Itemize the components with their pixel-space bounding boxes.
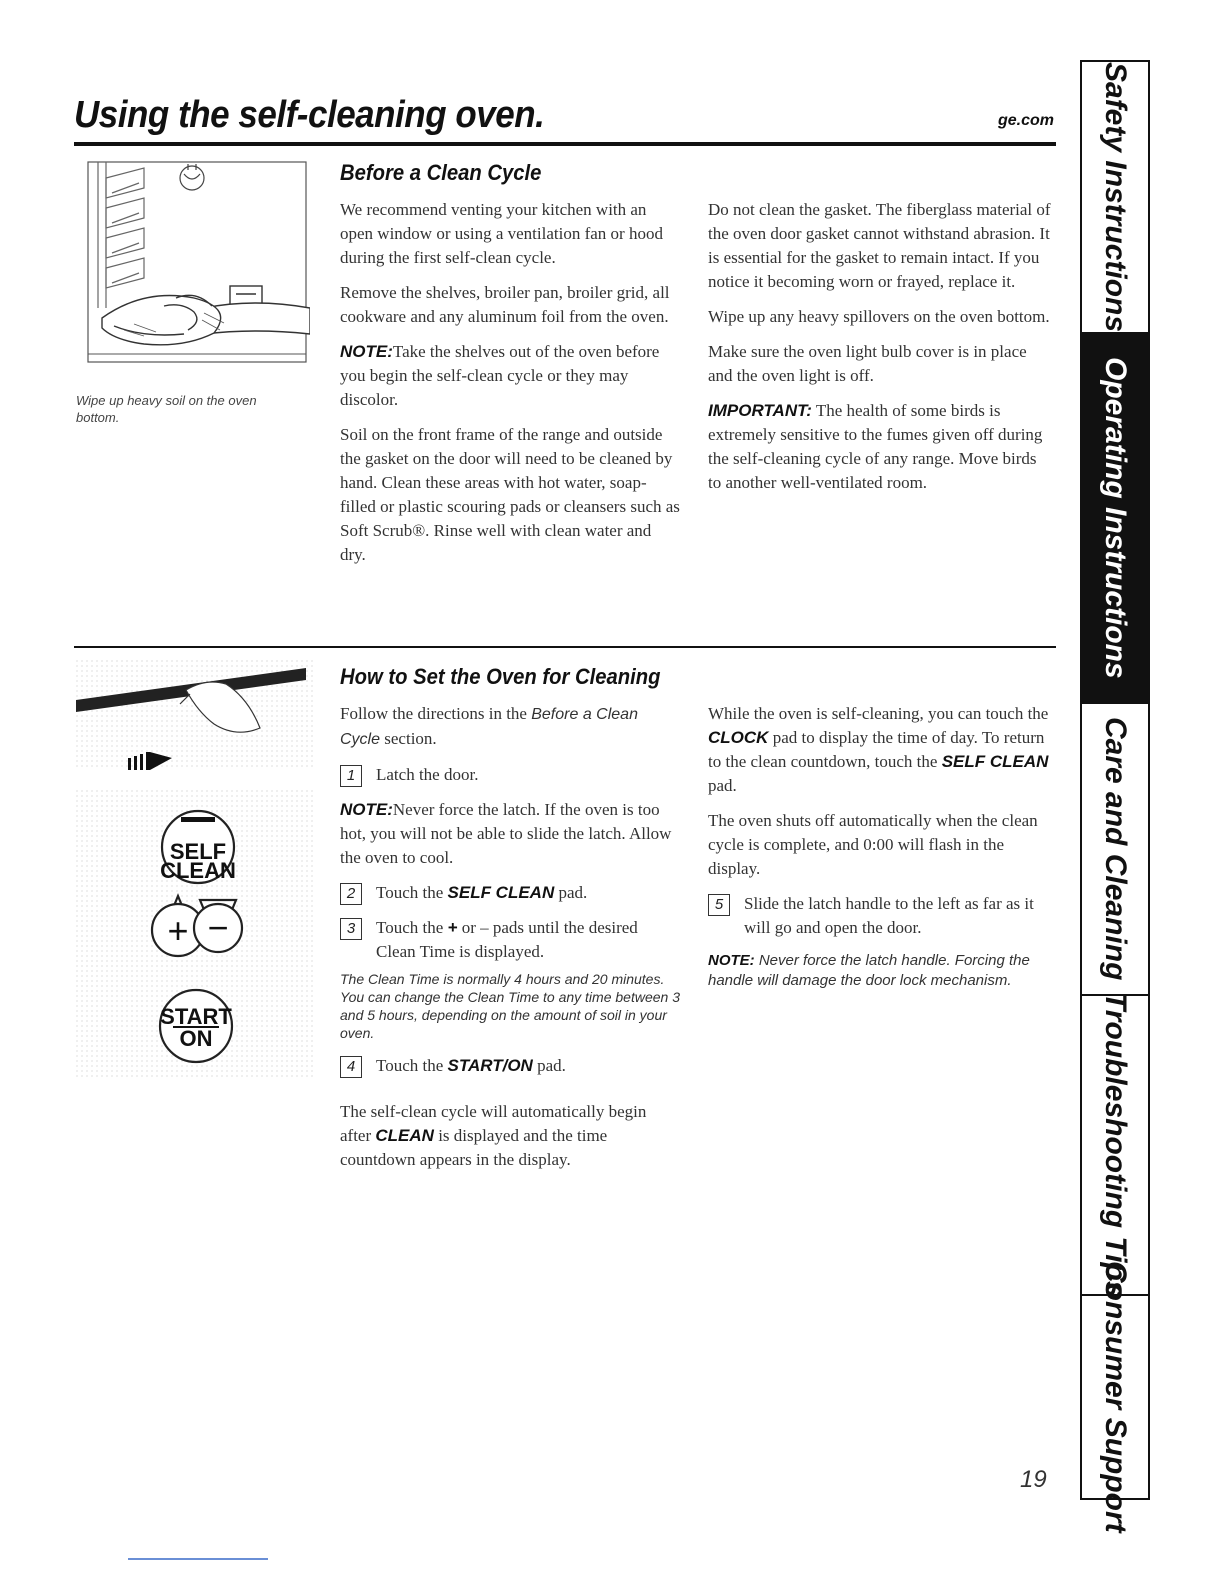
tab-operating-instructions[interactable] bbox=[1082, 334, 1148, 704]
plus-pad-label: + bbox=[167, 910, 189, 951]
section-heading-before-clean: Before a Clean Cycle bbox=[340, 160, 542, 185]
tab-safety-instructions[interactable] bbox=[1082, 62, 1148, 334]
page-title: Using the self-cleaning oven. bbox=[74, 94, 545, 136]
page-number: 19 bbox=[1020, 1466, 1047, 1493]
clock-keyword: CLOCK bbox=[708, 728, 769, 747]
latch-and-pads-image bbox=[76, 660, 316, 1080]
step-text-mid: or – pads until the desired Clean Time is displayed. bbox=[376, 918, 638, 961]
step-2 bbox=[340, 881, 680, 905]
note-paragraph bbox=[708, 951, 1053, 991]
clean-pad-label: CLEAN bbox=[160, 858, 236, 883]
step-text-pre: Touch the bbox=[376, 918, 448, 937]
text-post: pad. bbox=[708, 776, 737, 795]
section-heading-set-oven: How to Set the Oven for Cleaning bbox=[340, 664, 661, 689]
section-tabs bbox=[1080, 60, 1150, 1533]
text-mid: pad to display the time of day. To return to the clean countdown, touch the bbox=[708, 728, 1045, 771]
bottom-link-line bbox=[128, 1558, 268, 1560]
important-paragraph bbox=[708, 399, 1053, 495]
paragraph bbox=[708, 702, 1053, 798]
step-1 bbox=[340, 763, 680, 787]
section-reference: Before a Clean Cycle bbox=[340, 706, 638, 748]
plus-keyword: + bbox=[447, 918, 458, 937]
paragraph: Remove the shelves, broiler pan, broiler grid, all cookware and any aluminum foil from the oven. bbox=[340, 283, 670, 326]
section2-left-column bbox=[340, 702, 680, 1183]
note-text: Take the shelves out of the oven before you begin the self-clean cycle or they may discolor. bbox=[340, 342, 660, 409]
closing-text-pre: The self-clean cycle will automatically begin after bbox=[340, 1102, 647, 1145]
paragraph: We recommend venting your kitchen with an open window or using a ventilation fan or hood during the first self-clean cycle. bbox=[340, 200, 663, 267]
tab-care-and-cleaning[interactable] bbox=[1082, 704, 1148, 996]
note-label: NOTE: bbox=[340, 800, 393, 819]
paragraph: Wipe up any heavy spillovers on the oven bottom. bbox=[708, 307, 1050, 326]
text-pre: While the oven is self-cleaning, you can touch the bbox=[708, 704, 1049, 723]
note-label: NOTE: bbox=[340, 342, 393, 361]
figure-caption: Wipe up heavy soil on the oven bottom. bbox=[76, 393, 257, 425]
website-label: ge.com bbox=[997, 112, 1054, 129]
control-pad-illustration bbox=[76, 660, 316, 1080]
step-number: 3 bbox=[340, 918, 362, 940]
important-text: The health of some birds is extremely sensitive to the fumes given off during the self-cleaning cycle of any range. Move birds to another well-ventilated room. bbox=[708, 401, 1043, 492]
step-text-post: pad. bbox=[532, 1056, 566, 1075]
note-text: Never force the latch handle. Forcing the handle will damage the door lock mechanism. bbox=[708, 952, 1030, 989]
tab-troubleshooting-tips[interactable] bbox=[1082, 992, 1148, 1298]
note-text: Never force the latch. If the oven is too hot, you will not be able to slide the latch. Allow the oven to cool. bbox=[340, 800, 672, 867]
intro-text-end: section. bbox=[380, 729, 437, 748]
clean-time-note: The Clean Time is normally 4 hours and 20 minutes. You can change the Clean Time to any time between 3 and 5 hours, depending on the amount of soil in your oven. bbox=[340, 971, 680, 1041]
step-number: 5 bbox=[708, 894, 730, 916]
clean-keyword: CLEAN bbox=[375, 1126, 434, 1145]
important-label: IMPORTANT: bbox=[708, 401, 812, 420]
section1-left-column bbox=[340, 198, 680, 578]
oven-wipe-illustration bbox=[84, 158, 310, 370]
intro-text: Follow the directions in the bbox=[340, 704, 532, 723]
paragraph: Make sure the oven light bulb cover is in place and the oven light is off. bbox=[708, 342, 1027, 385]
step-text-pre: Touch the bbox=[376, 883, 448, 902]
self-pad-label: SELF bbox=[169, 839, 227, 864]
step-4 bbox=[340, 1054, 680, 1078]
start-pad-label: START bbox=[160, 1004, 232, 1029]
step-number: 1 bbox=[340, 765, 362, 787]
tab-label: Care and Cleaning bbox=[1099, 717, 1132, 981]
tab-label: Safety Instructions bbox=[1099, 61, 1132, 333]
section1-right-column bbox=[708, 198, 1053, 506]
tab-label: Operating Instructions bbox=[1099, 357, 1132, 679]
tab-consumer-support[interactable] bbox=[1082, 1261, 1148, 1533]
section2-right-column bbox=[708, 702, 1053, 1002]
step-text-post: pad. bbox=[554, 883, 588, 902]
step-text bbox=[376, 881, 587, 905]
paragraph: Do not clean the gasket. The fiberglass material of the oven door gasket cannot withstand abrasion. It is essential for the gasket to remain intact. If you notice it becoming worn or frayed, replace it. bbox=[708, 200, 1051, 291]
step-5 bbox=[708, 892, 1053, 940]
step-text: Latch the door. bbox=[376, 765, 479, 784]
step-number: 2 bbox=[340, 883, 362, 905]
note-label: NOTE: bbox=[708, 952, 755, 969]
on-pad-label: ON bbox=[179, 1026, 213, 1051]
intro-paragraph bbox=[340, 702, 680, 752]
step-text-pre: Touch the bbox=[376, 1056, 448, 1075]
tab-label: Troubleshooting Tips bbox=[1099, 992, 1132, 1298]
tab-label: Consumer Support bbox=[1099, 1261, 1132, 1533]
header-rule bbox=[74, 142, 1056, 146]
step-text bbox=[376, 916, 680, 964]
step-3 bbox=[340, 916, 680, 964]
step-text: Slide the latch handle to the left as far as it will go and open the door. bbox=[744, 894, 1034, 937]
step-text bbox=[376, 1054, 566, 1078]
step-number: 4 bbox=[340, 1056, 362, 1078]
minus-pad-label: − bbox=[207, 907, 229, 948]
paragraph: The oven shuts off automatically when the clean cycle is complete, and 0:00 will flash in the display. bbox=[708, 811, 1038, 878]
closing-text-post: is displayed and the time countdown appears in the display. bbox=[340, 1126, 608, 1169]
self-clean-keyword: SELF CLEAN bbox=[447, 883, 555, 902]
oven-cleaning-image bbox=[84, 158, 310, 370]
note-paragraph bbox=[340, 798, 680, 870]
start-on-keyword: START/ON bbox=[447, 1056, 533, 1075]
section-divider bbox=[74, 646, 1056, 648]
closing-paragraph bbox=[340, 1100, 680, 1172]
self-clean-keyword: SELF CLEAN bbox=[941, 752, 1049, 771]
note-paragraph bbox=[340, 340, 680, 412]
paragraph: Soil on the front frame of the range and outside the gasket on the door will need to be cleaned by hand. Clean these areas with hot water, soap-filled or plastic scouring pads or cleansers such as Soft Scrub®. Rinse well with clean water and dry. bbox=[340, 425, 680, 564]
